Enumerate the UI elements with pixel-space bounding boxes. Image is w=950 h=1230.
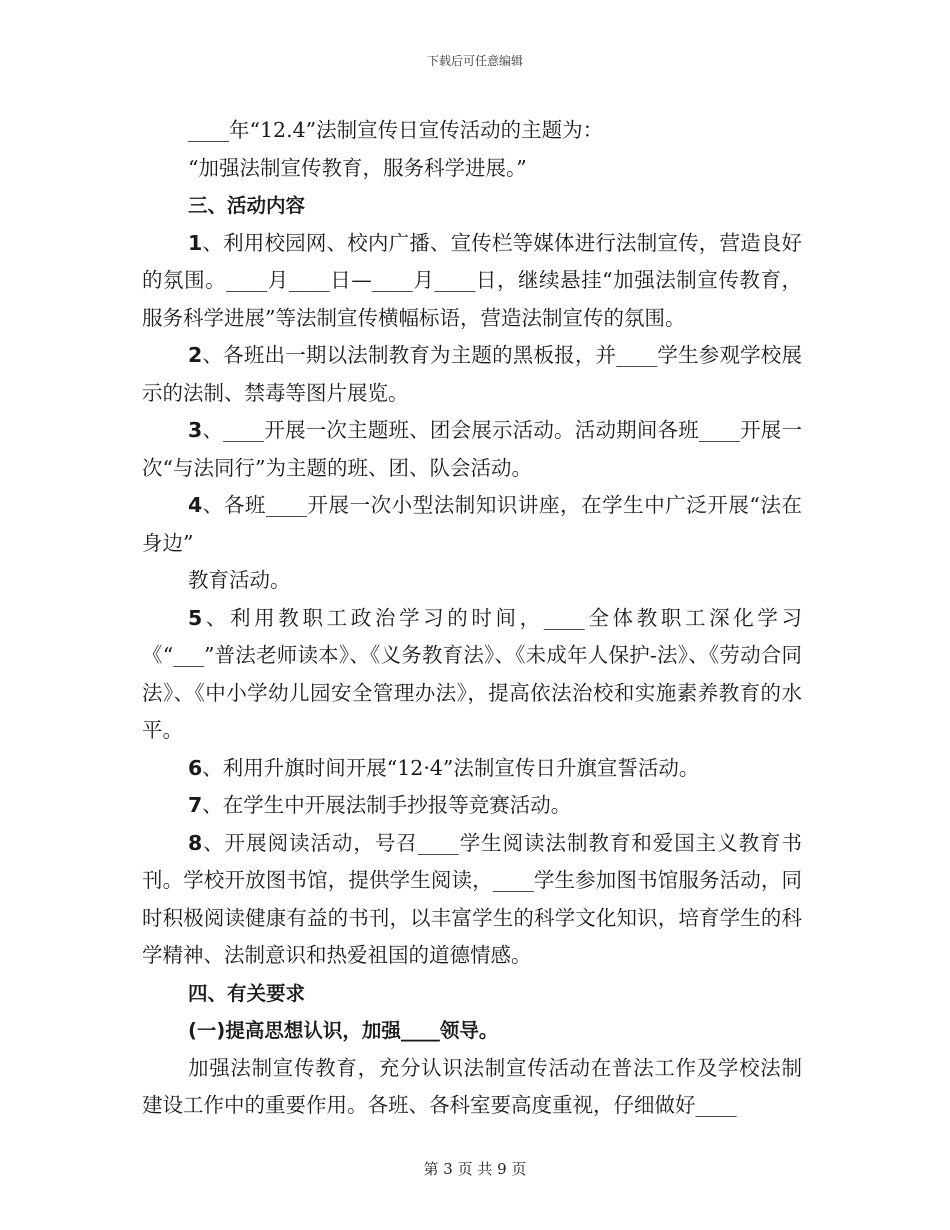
- subsection-heading-1: (一)提高思想认识，加强____领导。: [188, 1019, 499, 1042]
- section-heading-activity-content: 三、活动内容: [188, 194, 306, 217]
- activity-item-4: 4、各班____开展一次小型法制知识讲座，在学生中广泛开展“法在身边”: [142, 493, 802, 555]
- document-body: [142, 112, 802, 1125]
- activity-item-2: 2、各班出一期以法制教育为主题的黑板报，并____学生参观学校展示的法制、禁毒等图片展览。: [142, 343, 802, 405]
- activity-item-7: 7、在学生中开展法制手抄报等竞赛活动。: [188, 793, 572, 817]
- page-footer: 第 3 页 共 9 页: [423, 1160, 527, 1178]
- theme-line: ____年“12.4”法制宣传日宣传活动的主题为：: [188, 118, 604, 142]
- section-heading-requirements: 四、有关要求: [188, 981, 306, 1005]
- theme-slogan: “加强法制宣传教育，服务科学进展。”: [188, 155, 527, 180]
- activity-item-5: 5、利用教职工政治学习的时间，____全体教职工深化学习《“___”普法老师读本》、《义务教育法》、《未成年人保护-法》、《劳动合同法》、《中小学幼儿园安全管理办法》，提高依法治校和实施素养教育的水平。: [142, 605, 802, 742]
- requirement-paragraph: 加强法制宣传教育，充分认识法制宣传活动在普法工作及学校法制建设工作中的重要作用。各班、各科室要高度重视，仔细做好____: [142, 1055, 802, 1117]
- activity-item-3: 3、____开展一次主题班、团会展示活动。活动期间各班____开展一次“与法同行”为主题的班、团、队会活动。: [142, 418, 802, 480]
- page-header: 下载后可任意编辑: [426, 54, 523, 68]
- activity-item-4-continued: 教育活动。: [188, 568, 291, 592]
- activity-item-1: 1、利用校园网、校内广播、宣传栏等媒体进行法制宣传，营造良好的氛围。____月____日—____月____日，继续悬挂“加强法制宣传教育，服务科学进展”等法制宣传横幅标语，营造法制宣传的氛围。: [142, 230, 802, 330]
- activity-item-8: 8、开展阅读活动，号召____学生阅读法制教育和爱国主义教育书刊。学校开放图书馆，提供学生阅读，____学生参加图书馆服务活动，同时积极阅读健康有益的书刊，以丰富学生的科学文化知识，培育学生的科学精神、法制意识和热爱祖国的道德情感。: [142, 830, 802, 967]
- activity-item-6: 6、利用升旗时间开展“12·4”法制宣传日升旗宣誓活动。: [188, 755, 700, 780]
